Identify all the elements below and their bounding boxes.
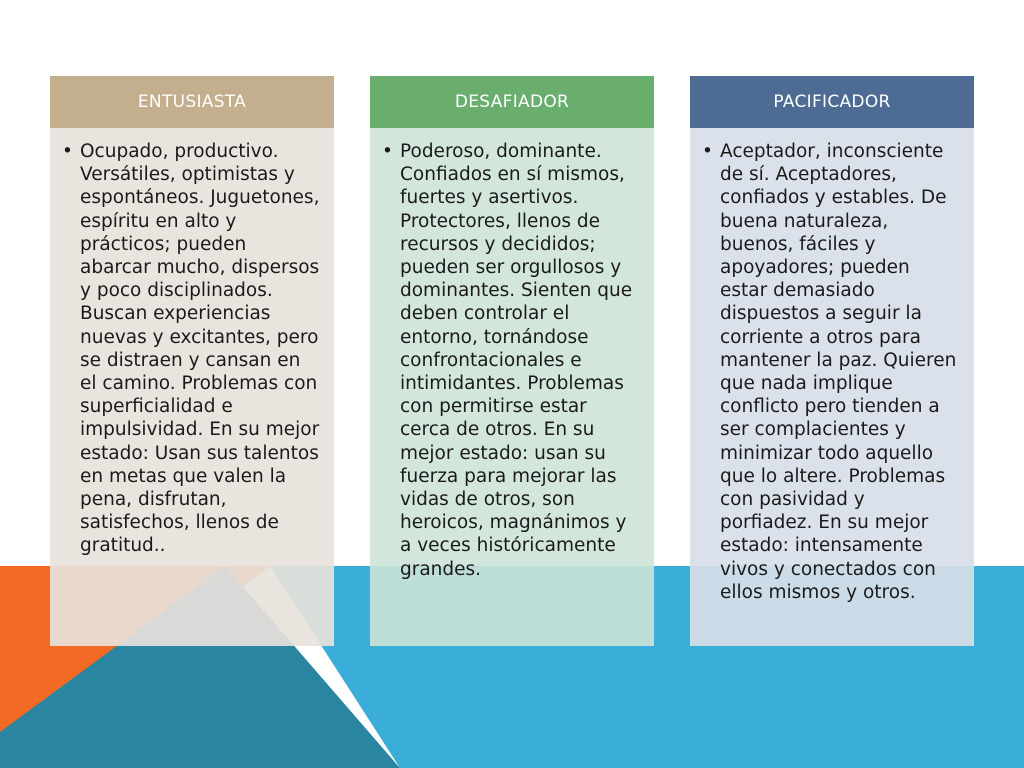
card-desafiador [370, 76, 654, 646]
card-body [690, 128, 974, 646]
card-title: ENTUSIASTA [137, 92, 247, 112]
card-entusiasta [50, 76, 334, 646]
bullet-text: Aceptador, inconsciente de sí. Aceptadores, confiados y estables. De buena naturaleza, buenos, fáciles y apoyadores; pueden estar demasiado dispuestos a seguir la corriente a otros para mantener la paz. Quieren que nada implique conflicto pero tienden a ser complacientes y minimizar todo aquello que lo altere. Problemas con pasividad y porfiadez. En su mejor estado: intensamente vivos y conectados con ellos mismos y otros. [720, 141, 957, 603]
bullet-text: Ocupado, productivo. Versátiles, optimistas y espontáneos. Juguetones, espíritu en alto y prácticos; pueden abarcar mucho, dispersos y poco disciplinados. Buscan experiencias nuevas y excitantes, pero se distraen y cansan en el camino. Problemas con superficialidad e impulsividad. En su mejor estado: Usan sus talentos en metas que valen la pena, disfrutan, satisfechos, llenos de gratitud.. [80, 141, 320, 557]
bullet-item [62, 140, 322, 558]
bullet-icon: • [382, 141, 393, 162]
bullet-item [382, 140, 642, 581]
bullet-text: Poderoso, dominante. Confiados en sí mismos, fuertes y asertivos. Protectores, llenos de recursos y decididos; pueden ser orgullosos y dominantes. Sienten que deben controlar el entorno, tornándose confrontacionales e intimidantes. Problemas con permitirse estar cerca de otros. En su mejor estado: usan su fuerza para mejorar las vidas de otros, son heroicos, magnánimos y a veces históricamente grandes. [400, 141, 633, 580]
card-body [50, 128, 334, 646]
card-title: DESAFIADOR [454, 92, 570, 112]
bullet-icon: • [702, 141, 713, 162]
card-pacificador [690, 76, 974, 646]
card-body [370, 128, 654, 646]
card-header [370, 76, 654, 128]
card-title: PACIFICADOR [773, 92, 891, 112]
bullet-icon: • [62, 141, 73, 162]
card-header [690, 76, 974, 128]
bullet-item [702, 140, 962, 604]
card-header [50, 76, 334, 128]
